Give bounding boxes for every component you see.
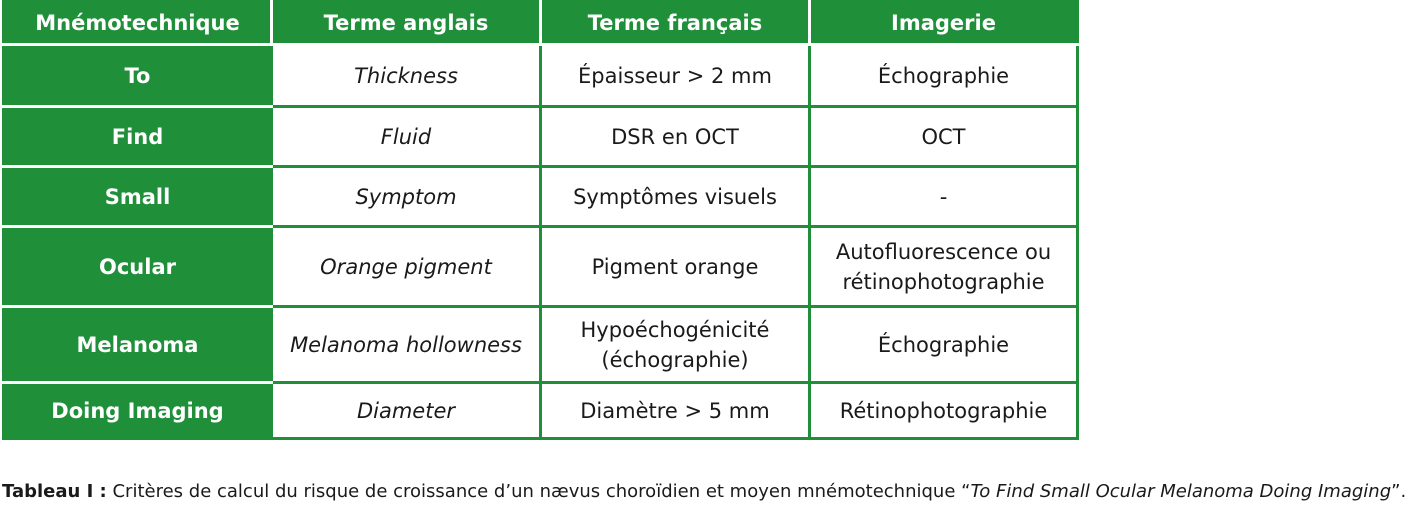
row-french-term: Pigment orange <box>541 227 810 307</box>
row-imaging: - <box>810 167 1078 227</box>
row-english-term: Melanoma hollowness <box>272 307 541 383</box>
criteria-table-container <box>2 0 1076 440</box>
row-english-term: Diameter <box>272 383 541 439</box>
table-row <box>4 307 1078 383</box>
row-imaging: Autofluorescence ou rétinophotographie <box>810 227 1078 307</box>
row-mnemonic: Ocular <box>4 227 272 307</box>
row-french-term: Diamètre > 5 mm <box>541 383 810 439</box>
header-english-term: Terme anglais <box>272 2 541 45</box>
table-header-row <box>4 2 1078 45</box>
caption-text: Critères de calcul du risque de croissance d’un nævus choroïdien et moyen mnémotechnique “ <box>106 481 971 502</box>
table-caption <box>2 480 1406 516</box>
row-english-term: Symptom <box>272 167 541 227</box>
table-row <box>4 227 1078 307</box>
caption-label: Tableau I : <box>2 481 107 502</box>
row-mnemonic: Find <box>4 107 272 167</box>
row-imaging: Rétinophotographie <box>810 383 1078 439</box>
header-french-term: Terme français <box>541 2 810 45</box>
caption-mnemonic-phrase: To Find Small Ocular Melanoma Doing Imaging <box>970 481 1392 502</box>
row-english-term: Thickness <box>272 45 541 107</box>
criteria-table <box>2 0 1079 440</box>
row-imaging: OCT <box>810 107 1078 167</box>
caption-end: ”. <box>1391 481 1406 502</box>
table-row <box>4 107 1078 167</box>
row-french-term: Épaisseur > 2 mm <box>541 45 810 107</box>
row-french-term: DSR en OCT <box>541 107 810 167</box>
row-mnemonic: Melanoma <box>4 307 272 383</box>
table-row <box>4 167 1078 227</box>
table-row <box>4 45 1078 107</box>
row-mnemonic: Doing Imaging <box>4 383 272 439</box>
row-imaging: Échographie <box>810 307 1078 383</box>
row-english-term: Orange pigment <box>272 227 541 307</box>
table-row <box>4 383 1078 439</box>
header-mnemonic: Mnémotechnique <box>4 2 272 45</box>
header-imaging: Imagerie <box>810 2 1078 45</box>
row-english-term: Fluid <box>272 107 541 167</box>
row-mnemonic: Small <box>4 167 272 227</box>
row-imaging: Échographie <box>810 45 1078 107</box>
row-french-term: Hypoéchogénicité (échographie) <box>541 307 810 383</box>
row-mnemonic: To <box>4 45 272 107</box>
row-french-term: Symptômes visuels <box>541 167 810 227</box>
